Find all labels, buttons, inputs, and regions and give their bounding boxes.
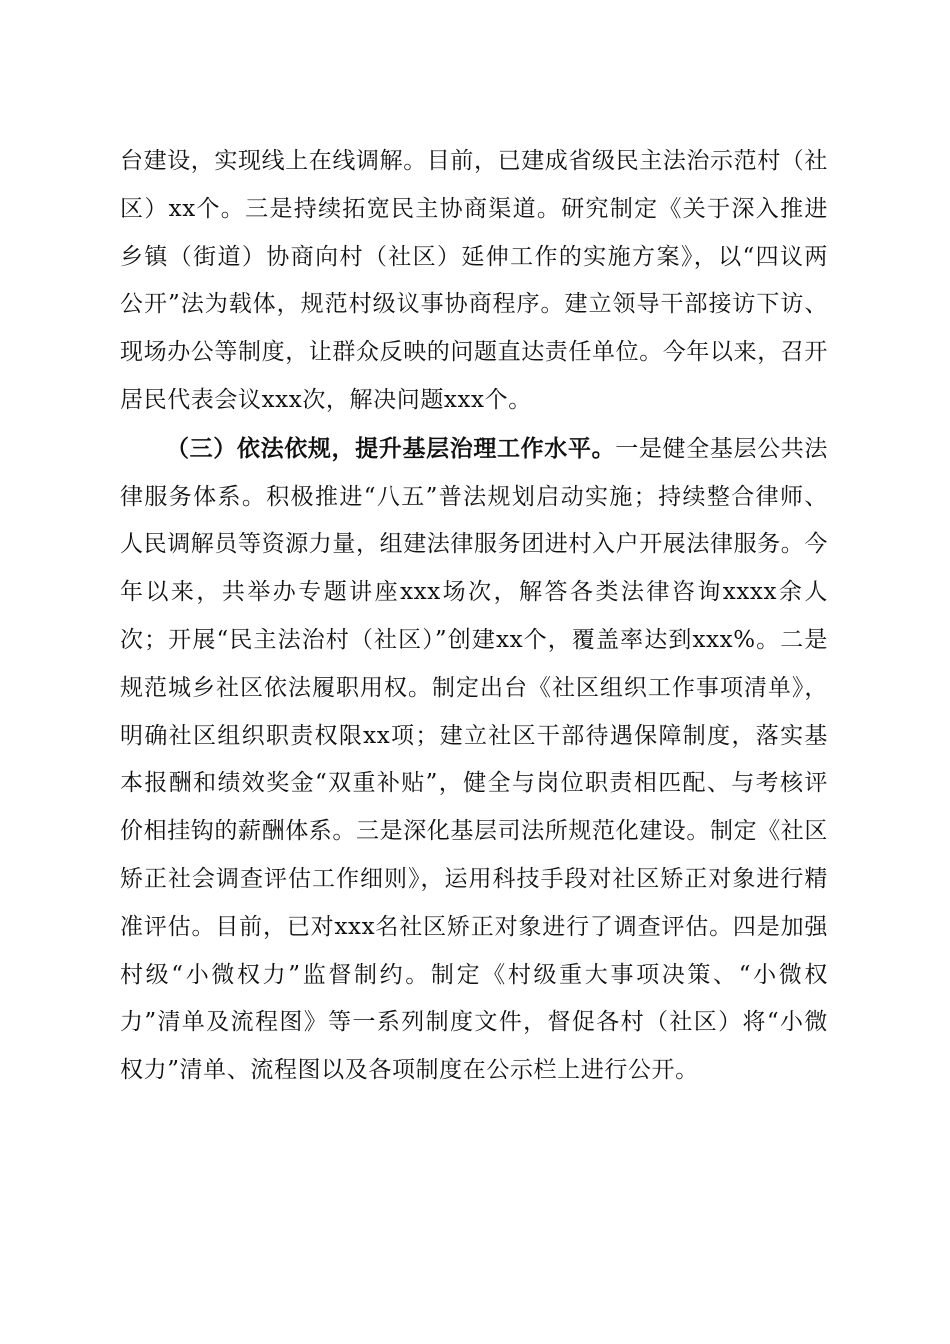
section-heading: （三）依法依规，提升基层治理工作水平。 xyxy=(166,434,616,462)
paragraph-continued: 台建设，实现线上在线调解。目前，已建成省级民主法治示范村（社区）xx个。三是持续拓宽民主协商渠道。研究制定《关于深入推进乡镇（街道）协商向村（社区）延伸工作的实施方案》，以“四议两公开”法为载体，规范村级议事协商程序。建立领导干部接访下访、现场办公等制度，让群众反映的问题直达责任单位。今年以来，召开居民代表会议xxx次，解决问题xxx个。 xyxy=(120,148,828,413)
document-body xyxy=(120,138,828,1095)
paragraph-section-three xyxy=(120,425,828,1095)
section-body: 一是健全基层公共法律服务体系。积极推进“八五”普法规划启动实施；持续整合律师、人民调解员等资源力量，组建法律服务团进村入户开展法律服务。今年以来，共举办专题讲座xxx场次，解答各类法律咨询xxxx余人次；开展“民主法治村（社区）”创建xx个，覆盖率达到xxx%。二是规范城乡社区依法履职用权。制定出台《社区组织工作事项清单》，明确社区组织职责权限xx项；建立社区干部待遇保障制度，落实基本报酬和绩效奖金“双重补贴”，健全与岗位职责相匹配、与考核评价相挂钩的薪酬体系。三是深化基层司法所规范化建设。制定《社区矫正社会调查评估工作细则》，运用科技手段对社区矫正对象进行精准评估。目前，已对xxx名社区矫正对象进行了调查评估。四是加强村级“小微权力”监督制约。制定《村级重大事项决策、“小微权力”清单及流程图》等一系列制度文件，督促各村（社区）将“小微权力”清单、流程图以及各项制度在公示栏上进行公开。 xyxy=(120,435,829,1084)
